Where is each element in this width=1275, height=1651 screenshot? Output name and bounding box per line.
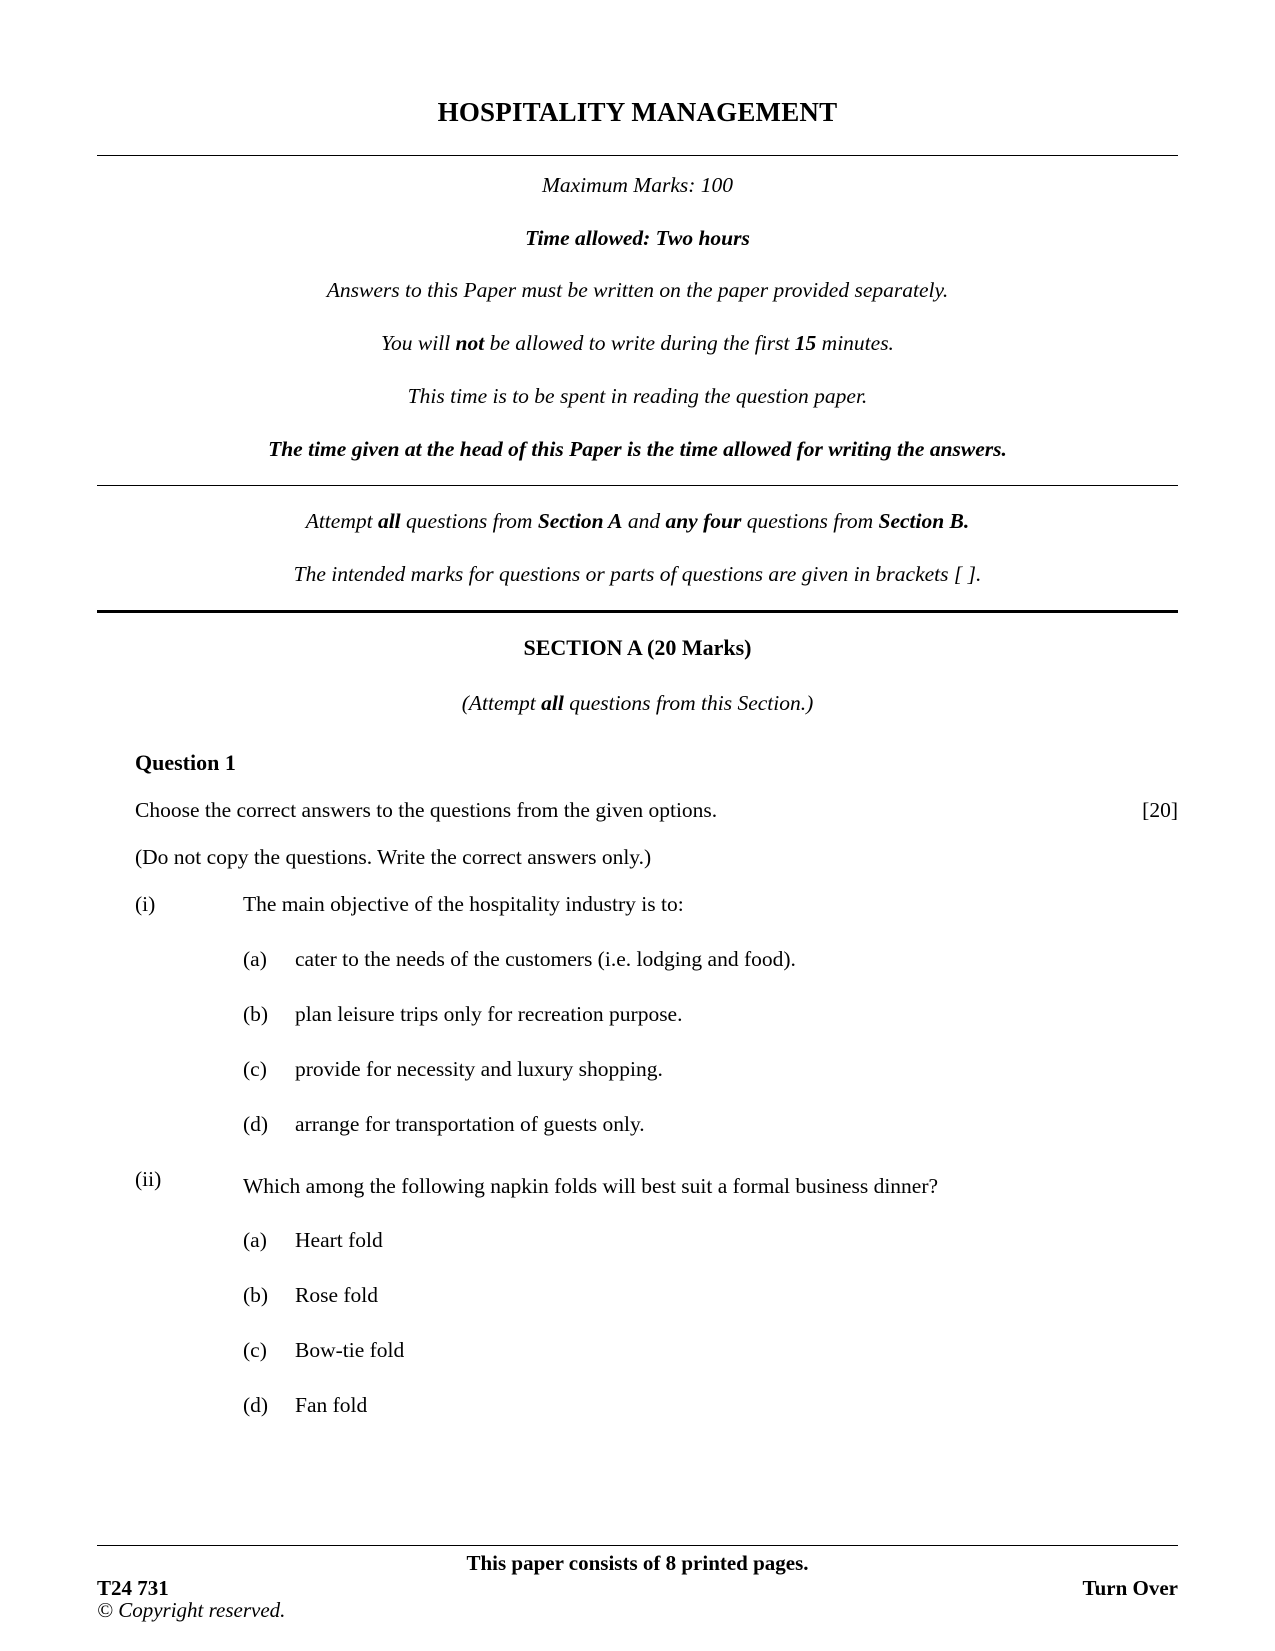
question-item-i — [97, 892, 1178, 917]
footer-paper-code: T24 731 — [97, 1576, 169, 1600]
option-i-d-label: (d) — [243, 1111, 269, 1136]
option-i-a — [97, 947, 1178, 972]
option-i-c-label: (c) — [243, 1056, 267, 1081]
section-a-subtitle — [97, 691, 1178, 716]
option-ii-b — [97, 1283, 1178, 1308]
question-1-lead — [97, 798, 1178, 823]
attempt-instruction — [97, 508, 1178, 535]
option-ii-c-label: (c) — [243, 1338, 267, 1363]
option-ii-c-text: Bow-tie fold — [295, 1338, 405, 1363]
attempt-bold-section-b: Section B. — [878, 508, 970, 533]
question-1-note: (Do not copy the questions. Write the correct answers only.) — [135, 844, 652, 869]
question-item-ii-number: (ii) — [135, 1166, 162, 1191]
instruction-no-write-bold-not: not — [455, 331, 485, 356]
attempt-bold-all: all — [377, 508, 401, 533]
question-1-lead-text: Choose the correct answers to the questions from the given options. — [135, 797, 718, 822]
question-item-i-number: (i) — [135, 891, 156, 916]
footer-turn-over: Turn Over — [1082, 1576, 1178, 1600]
option-i-a-text: cater to the needs of the customers (i.e. lodging and food). — [295, 946, 796, 971]
marks-bracket-note: The intended marks for questions or parts of questions are given in brackets [ ]. — [293, 561, 982, 586]
option-ii-d-label: (d) — [243, 1393, 269, 1418]
question-item-ii — [97, 1167, 1178, 1207]
option-ii-a-label: (a) — [243, 1228, 267, 1253]
footer-pages-note: This paper consists of 8 printed pages. — [466, 1551, 809, 1575]
question-item-i-text: The main objective of the hospitality industry is to: — [243, 891, 684, 916]
instruction-answers: Answers to this Paper must be written on the paper provided separately. — [326, 278, 949, 303]
page-footer — [97, 1545, 1178, 1651]
option-i-d-text: arrange for transportation of guests only. — [295, 1111, 645, 1136]
time-allowed: Time allowed: Two hours — [525, 225, 750, 250]
question-item-ii-text: Which among the following napkin folds will best suit a formal business dinner? — [243, 1173, 939, 1198]
option-i-c-text: provide for necessity and luxury shopping. — [295, 1056, 663, 1081]
instruction-no-write-part3: minutes. — [816, 331, 894, 356]
attempt-part3: and — [622, 508, 666, 533]
option-i-a-label: (a) — [243, 946, 267, 971]
instruction-no-write-bold-15: 15 — [794, 331, 817, 356]
option-ii-d-text: Fan fold — [295, 1393, 368, 1418]
instruction-no-write-part2: be allowed to write during the first — [484, 331, 795, 356]
option-i-b — [97, 1002, 1178, 1027]
option-i-b-text: plan leisure trips only for recreation purpose. — [295, 1001, 683, 1026]
footer-copyright: © Copyright reserved. — [97, 1598, 286, 1622]
attempt-bold-section-a: Section A — [537, 508, 623, 533]
option-ii-b-label: (b) — [243, 1283, 269, 1308]
option-ii-a — [97, 1228, 1178, 1253]
option-ii-c — [97, 1338, 1178, 1363]
option-i-d — [97, 1112, 1178, 1137]
attempt-part1: Attempt — [305, 508, 378, 533]
maximum-marks: Maximum Marks: 100 — [541, 172, 734, 197]
question-1-marks: [20] — [1142, 797, 1178, 822]
instruction-writing-time: The time given at the head of this Paper is the time allowed for writing the answers. — [268, 437, 1007, 462]
question-1-heading: Question 1 — [135, 749, 236, 775]
option-i-b-label: (b) — [243, 1001, 269, 1026]
section-sub-bold-all: all — [541, 690, 564, 715]
page-title: HOSPITALITY MANAGEMENT — [437, 97, 838, 127]
section-sub-part1: (Attempt — [461, 690, 542, 715]
section-a-title: SECTION A (20 Marks) — [523, 634, 752, 660]
instruction-reading-time: This time is to be spent in reading the question paper. — [407, 384, 868, 409]
title-rule-spacer — [97, 128, 1178, 155]
section-sub-part2: questions from this Section.) — [563, 690, 814, 715]
instruction-no-write — [97, 330, 1178, 357]
attempt-bold-any-four: any four — [665, 508, 742, 533]
option-ii-d — [97, 1393, 1178, 1418]
option-ii-b-text: Rose fold — [295, 1283, 379, 1308]
instruction-no-write-part1: You will — [381, 331, 456, 356]
attempt-part4: questions from — [741, 508, 879, 533]
option-i-c — [97, 1057, 1178, 1082]
attempt-part2: questions from — [400, 508, 538, 533]
option-ii-a-text: Heart fold — [295, 1228, 383, 1253]
